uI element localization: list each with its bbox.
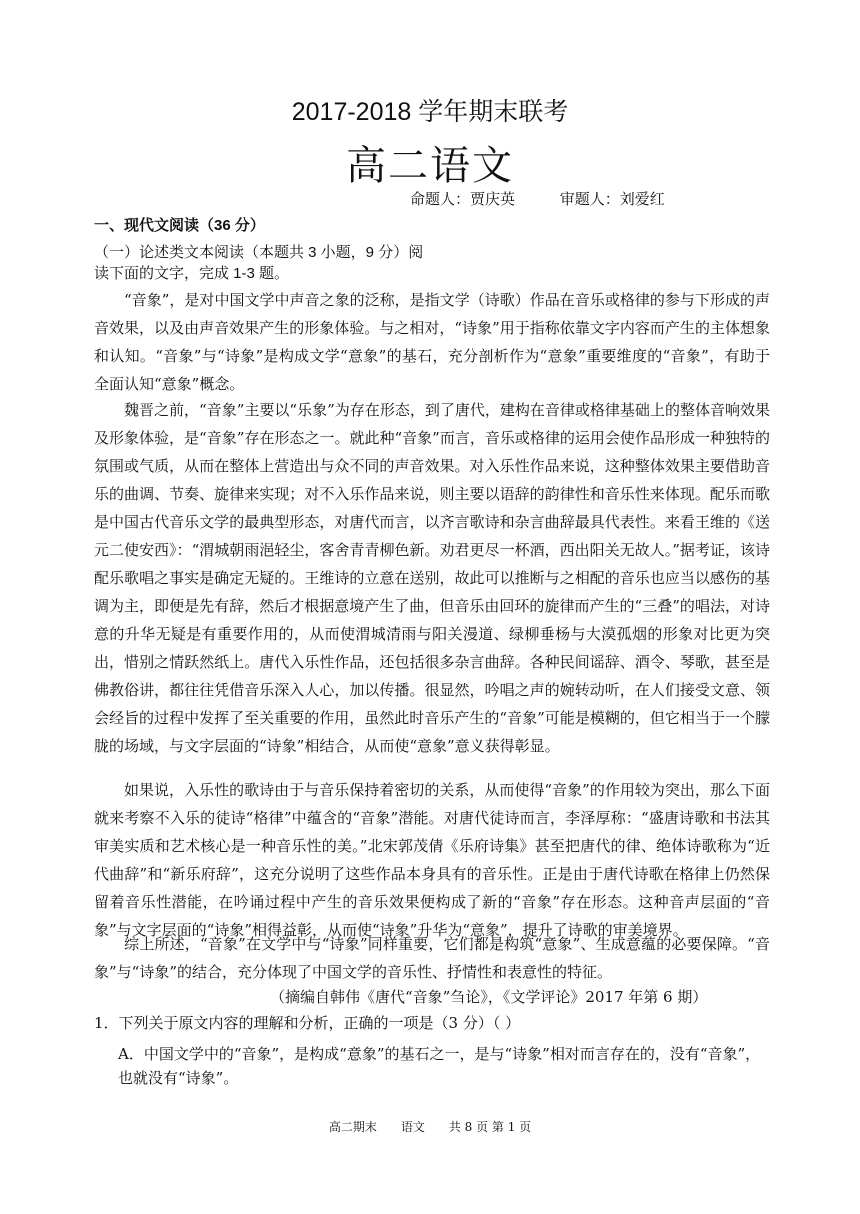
paragraph-text: 如果说，入乐性的歌诗由于与音乐保持着密切的关系，从而使得“音象”的作用较为突出，那么下面就来考察不入乐的徒诗“格律”中蕴含的“音象”潜能。对唐代徒诗而言，李泽厚称：“盛唐诗歌和书法其审美实质和艺术核心是一种音乐性的美。”北宋郭茂倩《乐府诗集》甚至把唐代的律、绝体诗歌称为“近代曲辞”和“新乐府辞”，这充分说明了这些作品本身具有的音乐性。正是由于唐代诗歌在格律上仍然保留着音乐性潜能，在吟诵过程中产生的音乐效果便构成了新的“音象”存在形态。这种音声层面的“音象”与文字层面的“诗象”相得益彰，从而使“诗象”升华为“意象”，提升了诗歌的审美境界。 <box>94 781 770 939</box>
paragraph-text: “音象”，是对中国文学中声音之象的泛称，是指文学（诗歌）作品在音乐或格律的参与下形成的声音效果，以及由声音效果产生的形象体验。与之相对，“诗象”用于指称依靠文字内容而产生的主体想象和认知。“音象”与“诗象”是构成文学“意象”的基石，充分剖析作为“意象”重要维度的“音象”，有助于全面认知“意象”概念。 <box>94 291 770 393</box>
question-1: 1．下列关于原文内容的理解和分析，正确的一项是（3 分）（ ） <box>94 1014 521 1032</box>
paragraph-3 <box>94 776 770 944</box>
section-title: 一、现代文阅读（36 分） <box>94 217 265 234</box>
paragraph-4 <box>94 930 770 986</box>
exam-title: 2017-2018 学年期末联考 <box>291 98 569 126</box>
page-footer: 高二期末 语文 共 8 页 第 1 页 <box>328 1120 532 1134</box>
paragraph-text: 综上所述，“音象”在文学中与“诗象”同样重要，它们都是构筑“意象”、生成意蕴的必要保障。“音象”与“诗象”的结合，充分体现了中国文学的音乐性、抒情性和表意性的特征。 <box>94 935 770 981</box>
subject-title: 高二语文 <box>346 143 514 189</box>
sub-heading: （一）论述类文本阅读（本题共 3 小题，9 分）阅读下面的文字，完成 1-3 题。 <box>94 244 424 282</box>
paragraph-1 <box>94 286 770 398</box>
reviewer-name: 审题人：刘爱红 <box>559 190 665 208</box>
citation: （摘编自韩伟《唐代“音象”刍论》，《文学评论》2017 年第 6 期） <box>270 988 708 1006</box>
paragraph-text: 魏晋之前，“音象”主要以“乐象”为存在形态，到了唐代，建构在音律或格律基础上的整体音响效果及形象体验，是“音象”存在形态之一。就此种“音象”而言，音乐或格律的运用会使作品形成一种独特的氛围或气质，从而在整体上营造出与众不同的声音效果。对入乐性作品来说，这种整体效果主要借助音乐的曲调、节奏、旋律来实现；对不入乐作品来说，则主要以语辞的韵律性和音乐性来体现。配乐而歌是中国古代音乐文学的最典型形态，对唐代而言，以齐言歌诗和杂言曲辞最具代表性。来看王维的《送元二使安西》：“渭城朝雨浥轻尘，客舍青青柳色新。劝君更尽一杯酒，西出阳关无故人。”据考证，该诗配乐歌唱之事实是确定无疑的。王维诗的立意在送别，故此可以推断与之相配的音乐也应当以感伤的基调为主，即便是先有辞，然后才根据意境产生了曲，但音乐由回环的旋律而产生的“三叠”的唱法，对诗意的升华无疑是有重要作用的，从而使渭城清雨与阳关漫道、绿柳垂杨与大漠孤烟的形象对比更为突出，惜别之情跃然纸上。唐代入乐性作品，还包括很多杂言曲辞。各种民间谣辞、酒令、琴歌，甚至是佛教俗讲，都往往凭借音乐深入人心，加以传播。很显然，吟唱之声的婉转动听，在人们接受文意、领会经旨的过程中发挥了至关重要的作用，虽然此时音乐产生的“音象”可能是模糊的，但它相当于一个朦胧的场域，与文字层面的“诗象”相结合，从而使“意象”意义获得彰显。 <box>94 401 770 755</box>
option-a: A．中国文学中的“音象”，是构成“意象”的基石之一，是与“诗象”相对而言存在的，没有“音象”，也就没有“诗象”。 <box>118 1045 761 1087</box>
setter-name: 命题人：贾庆英 <box>410 190 516 208</box>
authors-line <box>410 188 705 209</box>
paragraph-2 <box>94 396 770 760</box>
